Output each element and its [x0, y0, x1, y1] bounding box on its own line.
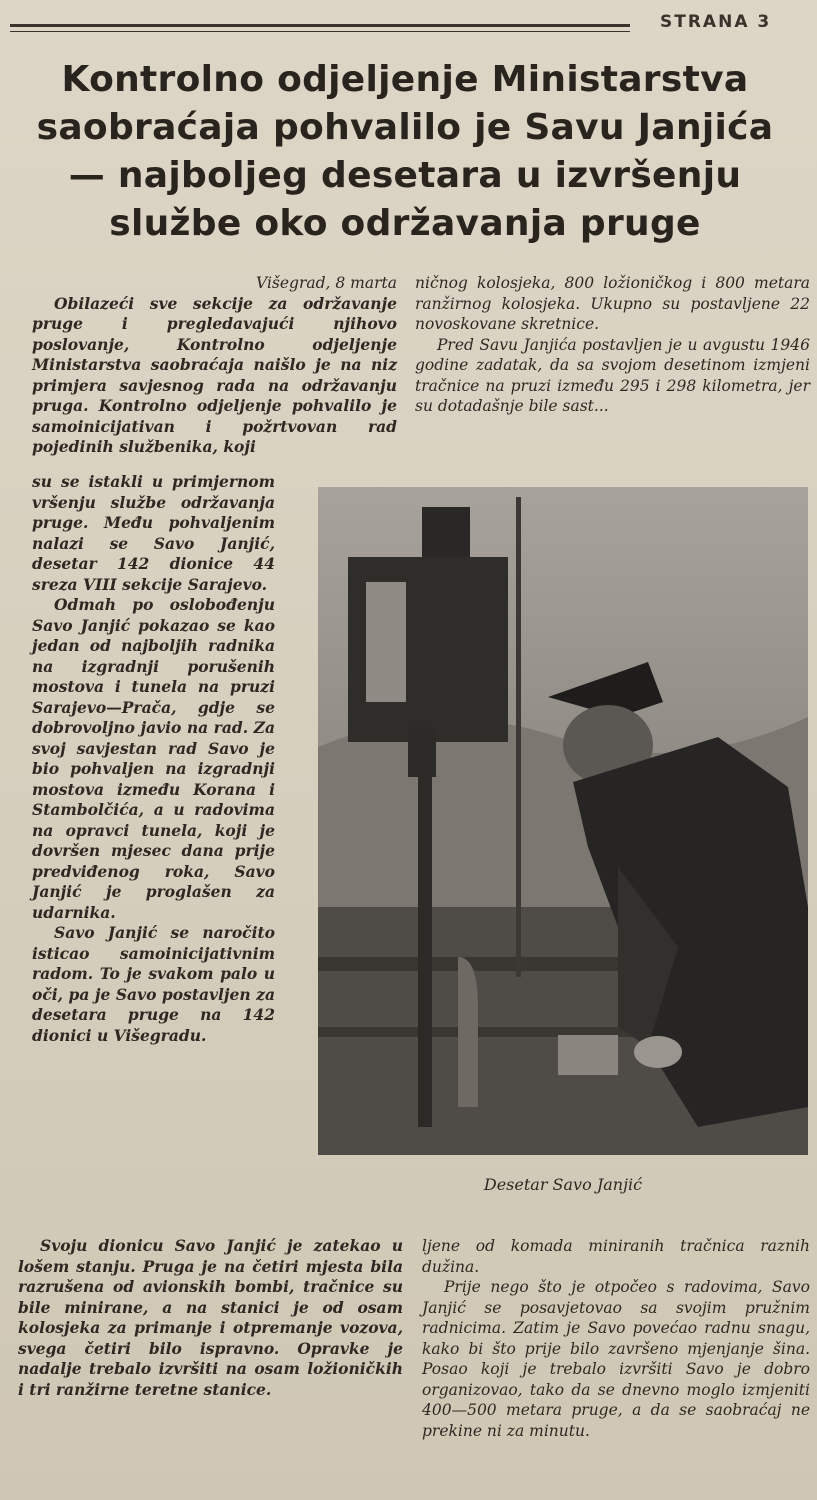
photo-savo-janjic: [318, 487, 808, 1155]
headline-line-3: — najboljeg desetara u izvršenju: [68, 155, 742, 196]
column-bottom-right: [422, 1236, 810, 1441]
column-narrow-left: [32, 472, 275, 1046]
paragraph-2: Odmah po oslobođenju Savo Janjić pokazao se kao jedan od najboljih radnika na izgradnji porušenih mostova i tunela na pruzi Sarajevo—Prača, gdje se dobrovoljno javio na rad. Za svoj savjestan rad Savo je bio pohvaljen na izgradnji mostova između Korana i Stambolčića, a u radovima na opravci tunela, koji je dovršen mjesec dana prije predviđenog roka, Savo Janjić je proglašen za udarnika.: [32, 595, 275, 922]
paragraph-right-3: ljene od komada miniranih tračnica raznih dužina.: [422, 1237, 810, 1276]
headline-line-2: saobraćaja pohvalilo je Savu Janjića: [36, 107, 774, 148]
column-left-top: [32, 273, 397, 458]
dateline: Višegrad, 8 marta: [256, 274, 397, 292]
paragraph-right-1: ničnog kolosjeka, 800 ložioničkog i 800 metara ranžirnog kolosjeka. Ukupno su postavljene 22 novoskovane skretnice.: [415, 274, 810, 333]
photo-illustration: [318, 487, 808, 1155]
headline-line-1: Kontrolno odjeljenje Ministarstva: [61, 59, 749, 100]
paragraph-4: Svoju dionicu Savo Janjić je zatekao u lošem stanju. Pruga je na četiri mjesta bila razrušena od avionskih bombi, tračnice su bile minirane, a na stanici je od osam kolosjeka za primanje i otpremanje vozova, svega četiri bilo ispravno. Opravke je nadalje trebalo izvršiti na osam ložioničkih i tri ranžirne teretne stanice.: [18, 1236, 403, 1399]
photo-caption: Desetar Savo Janjić: [483, 1175, 643, 1194]
headline-line-4: službe oko održavanja pruge: [109, 203, 701, 244]
article-headline: [10, 56, 800, 248]
page-number: STRANA 3: [660, 12, 772, 32]
column-right-top: [415, 273, 810, 417]
header-rule-thin: [10, 31, 630, 32]
paragraph-intro-cont: su se istakli u primjernom vršenju službe održavanja pruge. Među pohvaljenim nalazi se Savo Janjić, desetar 142 dionice 44 sreza VIII sekcije Sarajevo.: [32, 472, 275, 594]
paragraph-3: Savo Janjić se naročito isticao samoinicijativnim radom. To je svakom palo u oči, pa je Savo postavljen za desetara pruge na 142 dionici u Višegradu.: [32, 923, 275, 1045]
paragraph-intro: Obilazeći sve sekcije za održavanje pruge i pregledavajući njihovo poslovanje, Kontrolno odjeljenje Ministarstva saobraćaja naišlo je na niz primjera savjesnog rada na održavanju pruga. Kontrolno odjeljenje pohvalilo je samoinicijativan i požrtvovan rad pojedinih službenika, koji: [32, 293, 397, 456]
paragraph-right-2: Pred Savu Janjića postavljen je u avgustu 1946 godine zadatak, da sa svojom desetinom izmjeni tračnice na pruzi između 295 i 298 kilometra, jer su dotadašnje bile sast...: [415, 335, 810, 415]
column-bottom-left: [18, 1236, 403, 1400]
header-rule: [10, 24, 630, 27]
paragraph-right-4: Prije nego što je otpočeo s radovima, Savo Janjić se posavjetovao sa svojim pružnim radnicima. Zatim je Savo povećao radnu snagu, kako bi što prije bilo završeno mjenjanje šina. Posao koji je trebalo izvršiti Savo je dobro organizovao, tako da se dnevno moglo izmjeniti 400—500 metara pruge, a da se saobraćaj ne prekine ni za minutu.: [422, 1278, 810, 1440]
